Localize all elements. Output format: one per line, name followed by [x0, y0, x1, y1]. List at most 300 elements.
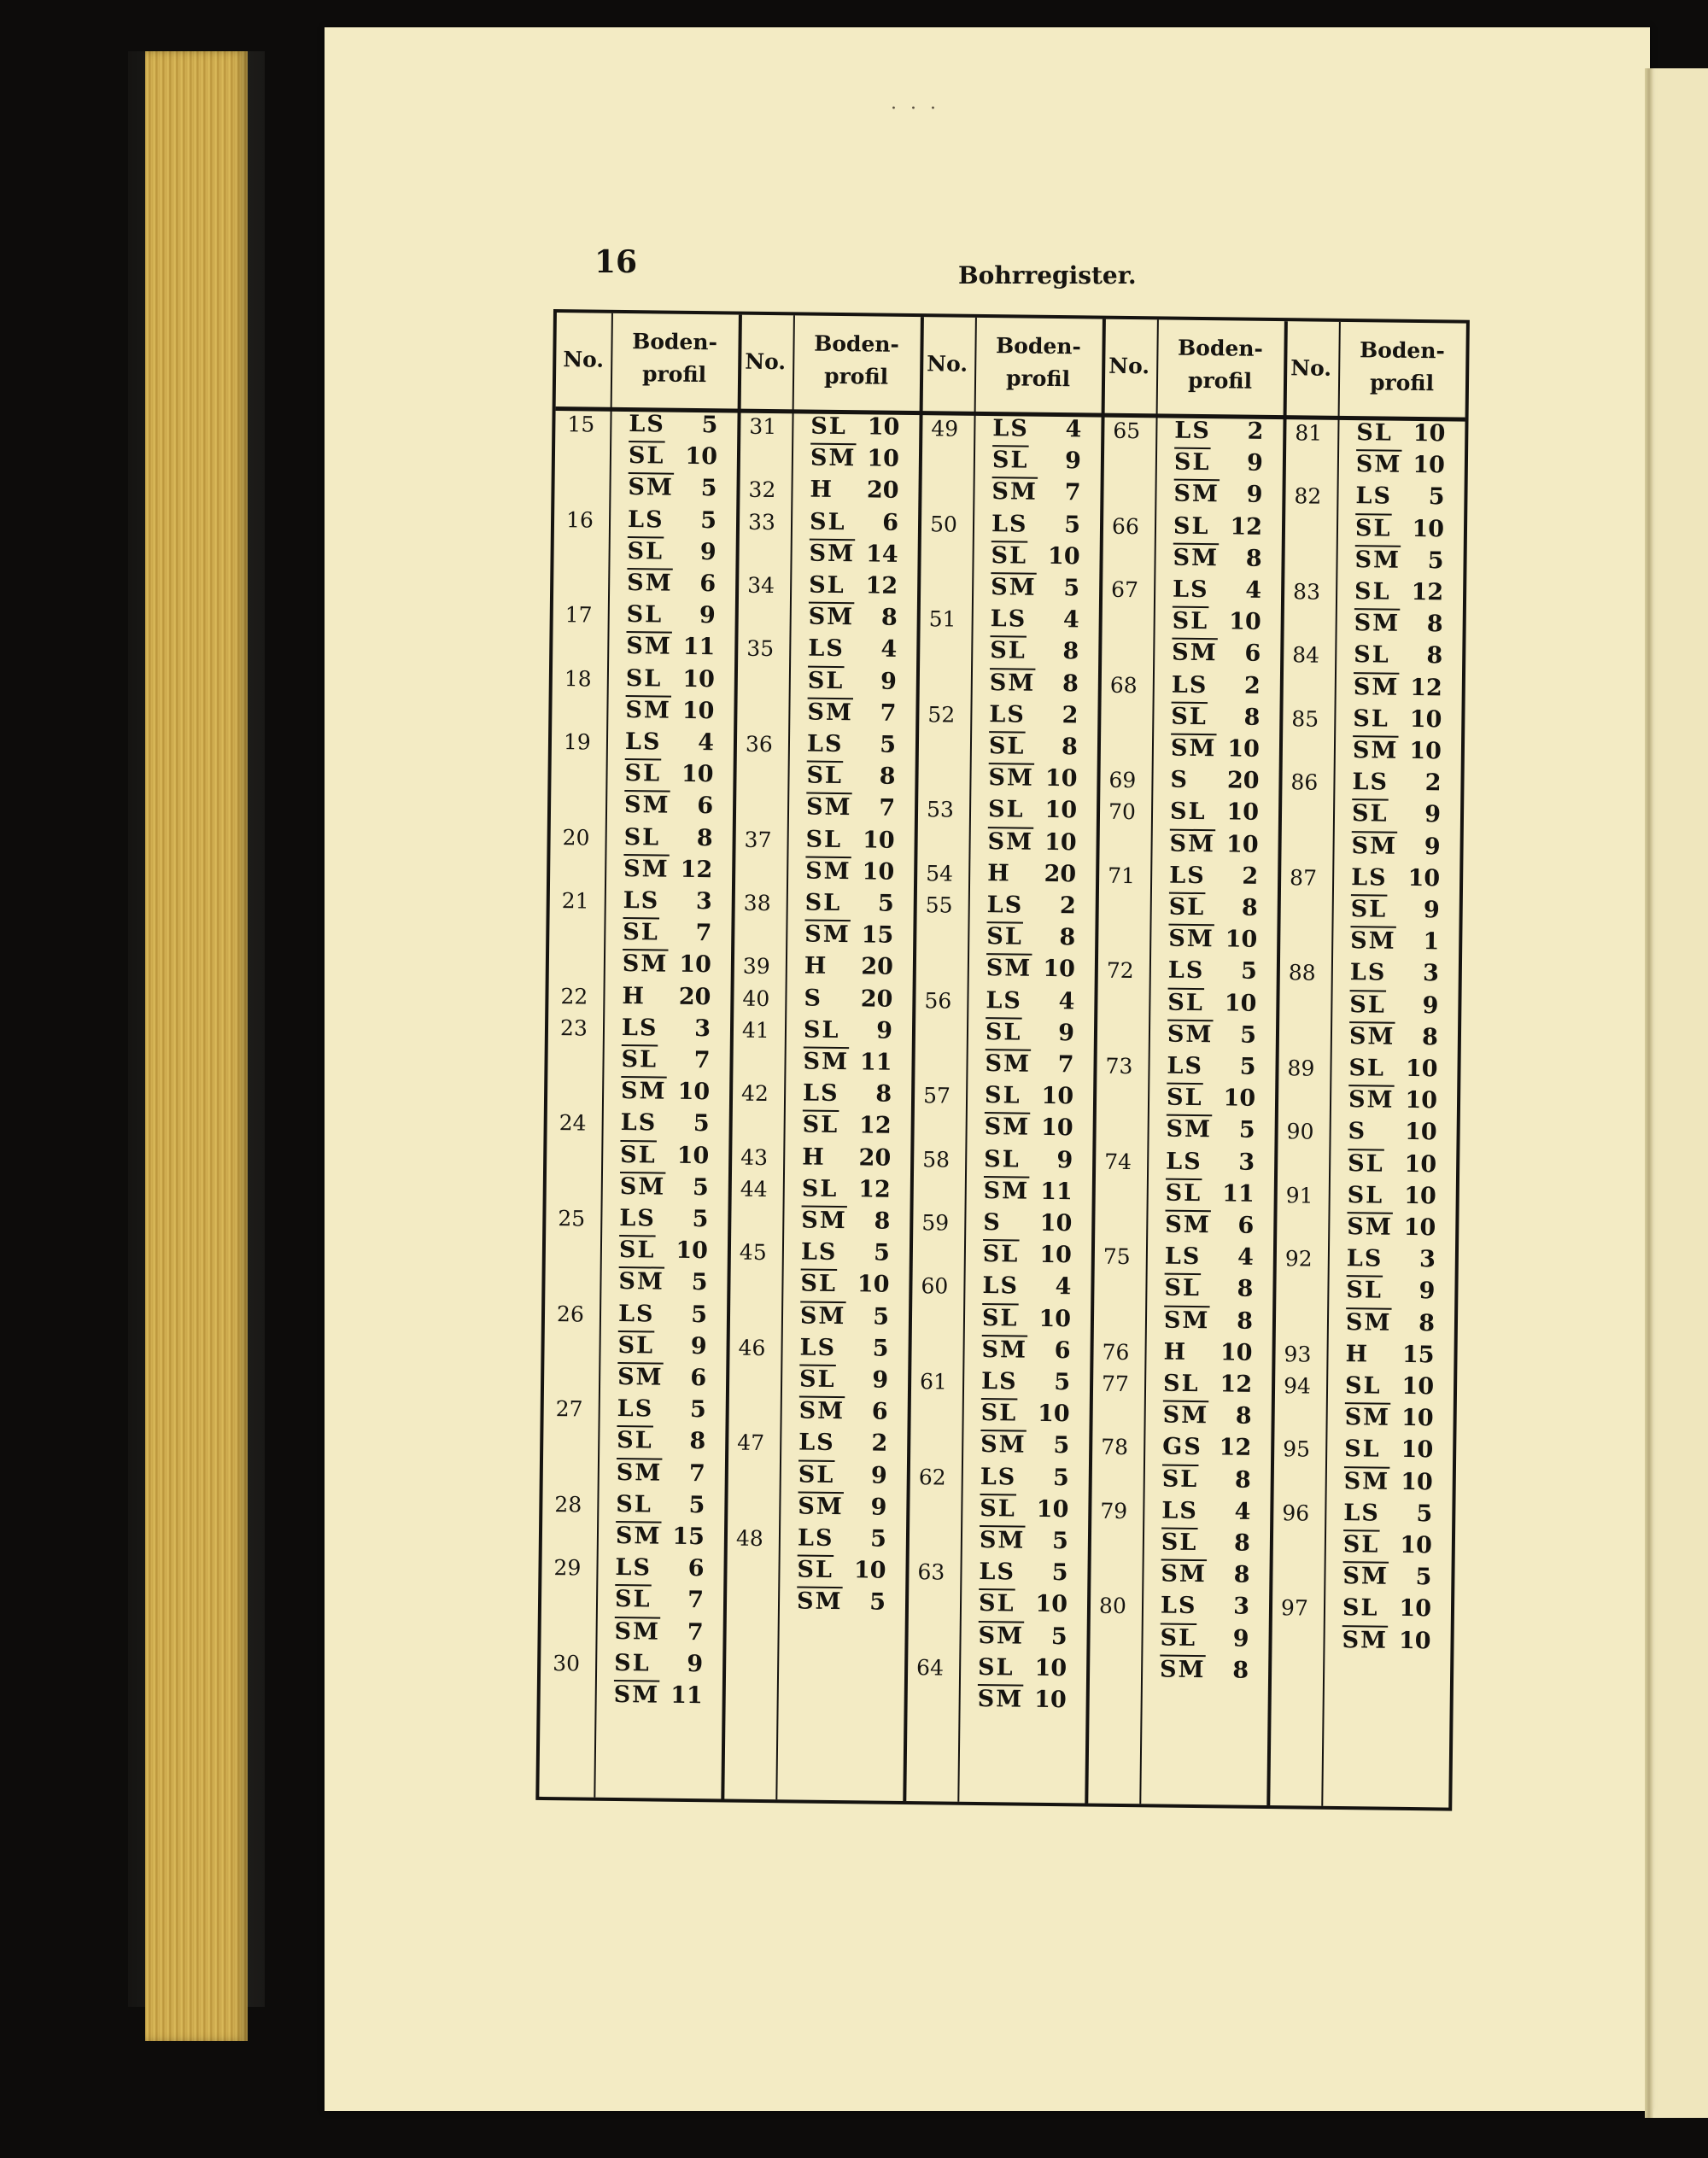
entry-number: 32 [748, 477, 776, 503]
soil-code: $\overline{SM}$ [623, 792, 670, 820]
soil-code: S [1348, 1118, 1367, 1145]
soil-layer [627, 570, 716, 597]
layer-depth: 10 [681, 761, 714, 788]
soil-code: $\overline{SL}$ [980, 1494, 1017, 1523]
entry-number: 96 [1282, 1500, 1310, 1526]
soil-code: LS [1161, 1497, 1199, 1524]
soil-code: $\overline{SL}$ [617, 1331, 655, 1360]
soil-code: SL [810, 412, 848, 441]
soil-layer [979, 1590, 1068, 1617]
soil-code: $\overline{SL}$ [620, 1141, 657, 1169]
soil-layer [1173, 512, 1262, 540]
layer-depth: 9 [876, 1017, 893, 1044]
soil-layer [990, 637, 1079, 664]
soil-code: $\overline{SM}$ [983, 1177, 1030, 1205]
entry-number: 69 [1108, 767, 1137, 793]
soil-layer [986, 923, 1075, 950]
soil-layer [988, 796, 1077, 823]
entry-number: 21 [561, 888, 589, 914]
soil-layer [1350, 960, 1439, 987]
soil-code: $\overline{SL}$ [1351, 800, 1389, 828]
soil-code: $\overline{SM}$ [987, 828, 1034, 856]
soil-layer [980, 1431, 1069, 1459]
soil-layer [804, 953, 893, 980]
soil-code: $\overline{SL}$ [618, 1237, 656, 1264]
layer-depth: 4 [698, 729, 715, 757]
soil-layer [809, 540, 898, 567]
soil-code: H [987, 859, 1011, 887]
layer-depth: 10 [1044, 765, 1078, 792]
soil-layer [618, 1301, 707, 1328]
entry-number: 49 [931, 416, 959, 442]
soil-layer [988, 764, 1077, 792]
entry-number: 23 [559, 1015, 588, 1041]
layer-depth: 2 [871, 1430, 888, 1458]
soil-layer [628, 474, 717, 501]
soil-layer [621, 1109, 710, 1137]
entry-number: 82 [1294, 483, 1322, 510]
soil-code: SL [623, 823, 661, 851]
soil-code: SL [1344, 1436, 1381, 1463]
soil-code: SL [1356, 419, 1394, 447]
soil-layer [614, 1618, 703, 1646]
soil-layer [802, 1175, 891, 1202]
soil-code: SL [1173, 512, 1210, 540]
soil-layer [628, 506, 717, 534]
soil-code: $\overline{SL}$ [1164, 1274, 1202, 1302]
layer-depth: 9 [872, 1366, 889, 1394]
soil-code: $\overline{SL}$ [1349, 991, 1387, 1019]
layer-depth: 5 [1415, 1564, 1432, 1591]
soil-code: LS [802, 1079, 839, 1108]
layer-depth: 10 [1044, 797, 1078, 824]
layer-depth: 5 [1050, 1623, 1068, 1650]
soil-layer [1170, 767, 1259, 794]
soil-layer [617, 1395, 706, 1423]
soil-code: $\overline{SM}$ [985, 1050, 1032, 1078]
entry-number: 40 [742, 985, 770, 1011]
soil-layer [980, 1464, 1069, 1491]
entry-number: 92 [1284, 1246, 1313, 1272]
entry-number: 16 [565, 506, 594, 533]
soil-layer [804, 1016, 892, 1044]
soil-layer [623, 950, 711, 978]
soil-layer [1162, 1402, 1251, 1430]
layer-depth: 3 [1238, 1149, 1255, 1176]
soil-layer [978, 1623, 1067, 1650]
soil-layer [798, 1493, 886, 1520]
entry-number: 35 [746, 636, 775, 662]
layer-depth: 7 [688, 1459, 706, 1487]
layer-depth: 5 [1239, 1021, 1257, 1049]
soil-code: SL [1353, 705, 1390, 733]
soil-code: LS [986, 986, 1023, 1015]
no-divider [1321, 322, 1341, 1806]
soil-layer [621, 1046, 710, 1073]
soil-layer [1162, 1434, 1251, 1461]
soil-layer [797, 1588, 886, 1616]
header-profile [623, 325, 726, 391]
layer-depth: 8 [1233, 1529, 1251, 1557]
soil-code: $\overline{SM}$ [986, 955, 1032, 983]
layer-depth: 20 [858, 1143, 892, 1172]
soil-code: LS [1343, 1499, 1381, 1527]
soil-code: $\overline{SM}$ [619, 1173, 666, 1201]
soil-code: $\overline{SL}$ [1161, 1529, 1198, 1557]
soil-code: SL [1347, 1181, 1384, 1209]
soil-layer [983, 1241, 1072, 1268]
header-profile [1168, 332, 1272, 398]
entry-number: 77 [1101, 1371, 1130, 1397]
soil-layer [620, 1142, 709, 1169]
soil-layer [808, 667, 897, 694]
soil-code: LS [621, 1014, 658, 1042]
bore-register-table [535, 309, 1470, 1811]
entry-number: 94 [1283, 1373, 1312, 1399]
layer-depth: 10 [1404, 1150, 1437, 1178]
soil-layer [1342, 1594, 1431, 1622]
soil-code: SL [616, 1490, 653, 1518]
soil-layer [1345, 1372, 1434, 1400]
soil-layer [985, 1050, 1073, 1078]
layer-depth: 8 [1232, 1657, 1249, 1684]
layer-depth: 8 [1245, 545, 1262, 572]
layer-depth: 8 [1426, 611, 1443, 638]
soil-layer [991, 605, 1079, 633]
soil-layer [626, 665, 715, 693]
soil-layer [622, 1015, 711, 1042]
layer-depth: 6 [882, 509, 899, 536]
layer-depth: 12 [858, 1176, 891, 1203]
soil-code: $\overline{SM}$ [1167, 1021, 1214, 1049]
entry-number: 41 [741, 1017, 769, 1043]
entry-number: 19 [563, 729, 591, 755]
layer-depth: 5 [1428, 483, 1445, 511]
header-profile-line: Boden- [995, 333, 1082, 360]
soil-layer [627, 601, 716, 629]
entry-number: 80 [1098, 1594, 1127, 1619]
soil-layer [1344, 1468, 1433, 1495]
layer-depth: 2 [1062, 701, 1079, 729]
layer-depth: 12 [1230, 513, 1263, 541]
entry-number: 46 [738, 1335, 766, 1360]
soil-layer [983, 1209, 1072, 1237]
layer-depth: 10 [1404, 1119, 1437, 1146]
soil-code: $\overline{SM}$ [810, 444, 857, 472]
soil-code: LS [797, 1524, 834, 1552]
layer-depth: 10 [1038, 1305, 1072, 1332]
entry-number: 44 [740, 1176, 768, 1202]
entry-number: 47 [737, 1430, 765, 1456]
layer-depth: 8 [1235, 1402, 1252, 1430]
soil-layer [1169, 830, 1258, 857]
layer-depth: 10 [1039, 1242, 1073, 1269]
no-divider [1139, 319, 1159, 1804]
soil-layer [799, 1334, 888, 1361]
layer-depth: 10 [681, 697, 715, 725]
entry-number: 28 [554, 1491, 582, 1518]
entry-number: 52 [927, 702, 956, 728]
running-head: Bohrregister. [958, 261, 1137, 289]
soil-code: $\overline{SM}$ [1173, 481, 1220, 508]
layer-depth: 10 [1409, 737, 1442, 765]
soil-code: $\overline{SL}$ [624, 760, 662, 787]
soil-code: $\overline{SM}$ [1354, 546, 1401, 574]
soil-code: $\overline{SM}$ [984, 1114, 1031, 1142]
layer-depth: 10 [1405, 1087, 1438, 1114]
soil-layer [617, 1459, 705, 1487]
layer-depth: 10 [1403, 1214, 1436, 1242]
soil-code: $\overline{SL}$ [798, 1366, 836, 1394]
layer-depth: 10 [853, 1557, 886, 1584]
layer-depth: 11 [1222, 1180, 1255, 1208]
soil-layer [622, 983, 711, 1010]
layer-depth: 12 [865, 572, 898, 599]
soil-code: LS [808, 635, 845, 663]
soil-layer [1165, 1212, 1254, 1239]
layer-depth: 4 [1058, 987, 1075, 1015]
layer-depth: 3 [1233, 1593, 1250, 1621]
header-profile-line: profil [1369, 370, 1435, 396]
soil-layer [1348, 1055, 1437, 1082]
soil-layer [980, 1527, 1068, 1554]
soil-layer [992, 415, 1081, 442]
soil-layer [1347, 1214, 1436, 1241]
entry-number: 87 [1289, 865, 1318, 891]
soil-layer [629, 442, 717, 470]
soil-layer [991, 542, 1079, 570]
soil-code: LS [1355, 482, 1393, 511]
soil-layer [1356, 451, 1445, 478]
soil-layer [1347, 1245, 1436, 1272]
no-divider [775, 315, 795, 1799]
layer-depth: 10 [682, 665, 716, 693]
soil-layer [1166, 1116, 1255, 1143]
soil-code: $\overline{SM}$ [991, 478, 1038, 506]
soil-layer [1161, 1593, 1249, 1620]
layer-depth: 6 [690, 1364, 707, 1392]
layer-depth: 12 [1411, 578, 1444, 606]
layer-depth: 10 [1227, 735, 1261, 763]
layer-depth: 10 [1047, 542, 1080, 570]
soil-layer [986, 955, 1075, 982]
soil-code: $\overline{SM}$ [988, 764, 1035, 792]
layer-depth: 5 [1053, 1432, 1070, 1459]
soil-layer [982, 1305, 1071, 1332]
layer-depth: 8 [1061, 734, 1079, 761]
entry-number: 43 [740, 1144, 769, 1170]
entry-number: 68 [1109, 672, 1138, 698]
entry-number: 84 [1292, 642, 1320, 669]
soil-code: LS [1172, 576, 1209, 604]
soil-layer [627, 538, 716, 565]
layer-depth: 9 [870, 1494, 887, 1521]
soil-code: $\overline{SM}$ [809, 540, 856, 568]
layer-depth: 4 [1237, 1243, 1255, 1271]
soil-layer [1354, 642, 1442, 670]
soil-layer [809, 572, 898, 599]
soil-code: LS [1349, 959, 1387, 987]
layer-depth: 3 [694, 1015, 711, 1043]
soil-code: LS [798, 1429, 835, 1457]
layer-depth: 12 [858, 1112, 892, 1140]
soil-layer [981, 1336, 1070, 1364]
soil-layer [806, 794, 895, 822]
soil-code: S [1170, 766, 1190, 794]
header-no: No. [1108, 353, 1150, 379]
layer-depth: 9 [1246, 482, 1263, 509]
layer-depth: 8 [879, 763, 896, 790]
soil-layer [810, 445, 899, 472]
soil-layer [1169, 862, 1258, 889]
layer-depth: 10 [676, 1237, 709, 1265]
entry-number: 74 [1104, 1149, 1132, 1174]
layer-depth: 5 [691, 1301, 708, 1328]
entry-number: 29 [553, 1555, 582, 1581]
soil-code: $\overline{SL}$ [1160, 1624, 1197, 1652]
layer-depth: 12 [1410, 674, 1442, 701]
soil-code: SL [809, 508, 846, 535]
layer-depth: 10 [867, 445, 900, 473]
soil-layer [1168, 957, 1257, 985]
layer-depth: 5 [700, 475, 717, 502]
soil-layer [623, 856, 712, 883]
soil-code: SL [801, 1175, 839, 1202]
entry-number: 65 [1113, 418, 1141, 444]
soil-layer [1174, 418, 1263, 445]
soil-layer [1354, 578, 1443, 605]
entry-number: 86 [1290, 769, 1319, 795]
soil-code: LS [623, 887, 660, 915]
soil-layer [1162, 1465, 1251, 1493]
soil-code: $\overline{SL}$ [807, 667, 845, 694]
soil-code: $\overline{SM}$ [613, 1681, 660, 1709]
soil-code: $\overline{SL}$ [985, 1018, 1022, 1046]
soil-code: $\overline{SL}$ [617, 1427, 653, 1454]
soil-code: H [622, 982, 646, 1009]
soil-layer [1352, 801, 1441, 828]
soil-layer [1344, 1404, 1433, 1431]
layer-depth: 3 [695, 888, 712, 915]
soil-code: LS [806, 730, 844, 758]
soil-layer [614, 1681, 703, 1709]
layer-depth: 9 [1246, 449, 1264, 477]
soil-layer [1353, 737, 1442, 764]
soil-layer [1355, 515, 1444, 542]
entry-number: 85 [1291, 706, 1319, 732]
layer-depth: 2 [1247, 418, 1264, 445]
layer-depth: 20 [866, 477, 899, 505]
layer-depth: 9 [880, 668, 898, 695]
layer-depth: 10 [1037, 1401, 1070, 1428]
soil-code: $\overline{SM}$ [625, 696, 672, 724]
soil-layer [1161, 1497, 1250, 1524]
soil-layer [799, 1398, 888, 1425]
layer-depth: 8 [1237, 1275, 1254, 1303]
entry-number: 33 [747, 509, 776, 535]
layer-depth: 8 [1059, 924, 1076, 951]
layer-depth: 10 [1413, 452, 1446, 479]
layer-depth: 10 [1225, 926, 1258, 954]
soil-code: SL [1169, 798, 1207, 826]
soil-layer [802, 1143, 891, 1171]
layer-depth: 2 [1242, 863, 1259, 890]
soil-layer [1348, 1182, 1436, 1209]
soil-layer [1343, 1500, 1432, 1527]
layer-depth: 10 [1401, 1468, 1433, 1495]
soil-code: $\overline{SL}$ [798, 1461, 835, 1488]
soil-code: $\overline{SL}$ [978, 1590, 1015, 1617]
header-profile-line: profil [1005, 366, 1071, 392]
layer-depth: 8 [875, 1080, 892, 1108]
entry-number: 83 [1292, 579, 1321, 605]
soil-code: $\overline{SL}$ [982, 1241, 1020, 1268]
header-profile-line: profil [1187, 367, 1253, 394]
entry-number: 36 [745, 731, 773, 757]
soil-layer [798, 1430, 887, 1457]
soil-code: LS [991, 510, 1028, 538]
soil-layer [619, 1237, 708, 1264]
entry-number: 67 [1110, 576, 1139, 603]
soil-code: LS [799, 1334, 837, 1361]
entry-number: 62 [918, 1464, 946, 1490]
soil-code: $\overline{SM}$ [805, 857, 851, 885]
soil-code: SL [984, 1145, 1021, 1173]
soil-layer [1166, 1148, 1255, 1175]
header-profile-line: profil [823, 363, 889, 389]
soil-code: LS [617, 1300, 655, 1328]
layer-depth: 4 [880, 635, 898, 664]
soil-layer [617, 1332, 706, 1360]
layer-depth: 6 [1244, 640, 1261, 668]
layer-depth: 20 [861, 953, 894, 981]
entry-number: 27 [555, 1396, 583, 1422]
layer-depth: 11 [670, 1681, 703, 1710]
page-number: 16 [594, 244, 638, 280]
soil-layer [1160, 1656, 1249, 1683]
soil-code: $\overline{SL}$ [621, 1046, 658, 1073]
soil-code: $\overline{SM}$ [1170, 734, 1217, 763]
layer-depth: 5 [1416, 1500, 1433, 1528]
layer-depth: 2 [1424, 769, 1442, 797]
entry-number: 61 [919, 1369, 948, 1395]
entry-number: 30 [553, 1650, 581, 1676]
soil-code: $\overline{SM}$ [1162, 1401, 1209, 1430]
soil-layer [1169, 894, 1258, 921]
soil-code: LS [989, 700, 1027, 728]
soil-layer [1354, 674, 1442, 701]
layer-depth: 8 [1243, 704, 1261, 731]
entry-number: 60 [921, 1273, 949, 1299]
soil-layer [1351, 833, 1440, 860]
entry-number: 91 [1285, 1183, 1313, 1208]
soil-layer [803, 1080, 892, 1108]
layer-depth: 10 [1039, 1209, 1073, 1237]
soil-layer [629, 411, 717, 438]
soil-layer [1174, 449, 1263, 477]
soil-code: LS [1167, 1052, 1204, 1080]
soil-code: LS [992, 415, 1030, 442]
layer-depth: 9 [1232, 1625, 1249, 1652]
soil-layer [805, 857, 894, 885]
soil-code: LS [1350, 863, 1388, 892]
soil-layer [1348, 1119, 1436, 1146]
soil-layer [1173, 576, 1261, 604]
layer-depth: 8 [689, 1428, 706, 1455]
soil-code: LS [1174, 417, 1212, 445]
soil-layer [991, 479, 1080, 506]
layer-depth: 10 [1033, 1686, 1067, 1714]
